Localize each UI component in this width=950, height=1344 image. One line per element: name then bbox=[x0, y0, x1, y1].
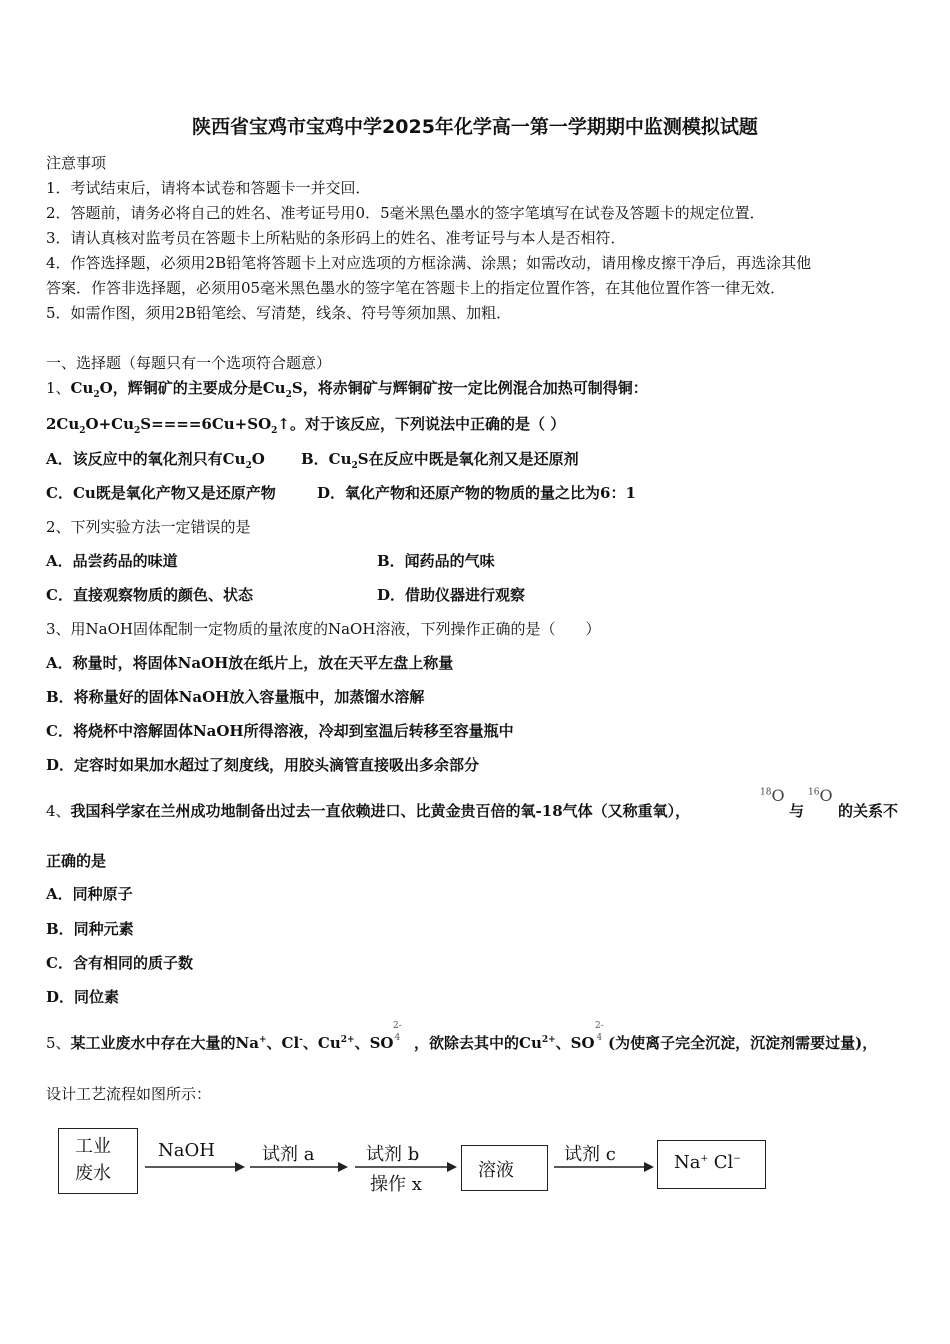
sulfate-charge: 2- 4 bbox=[595, 1021, 604, 1043]
question-3-option-a: A．称量时，将固体NaOH放在纸片上，放在天平左盘上称量 bbox=[46, 654, 454, 672]
flow-label-naoh: NaOH bbox=[158, 1140, 215, 1161]
notice-heading: 注意事项 bbox=[46, 154, 107, 172]
notice-item: 1．考试结束后，请将本试卷和答题卡一并交回． bbox=[46, 179, 371, 197]
notice-item: 2．答题前，请务必将自己的姓名、准考证号用0．5毫米黑色墨水的签字笔填写在试卷及答题卡的规定位置． bbox=[46, 204, 765, 222]
flow-arrow-1 bbox=[145, 1160, 245, 1174]
question-1-equation: $2Cu_2O+Cu_2S====6Cu+SO_2↑$。对于该反应，下列说法中正确的是（ ） bbox=[46, 415, 566, 436]
question-2-option-d: D．借助仪器进行观察 bbox=[377, 586, 526, 604]
question-5-stem-mid: ，欲除去其中的$Cu^{2+}$、SO bbox=[414, 1034, 595, 1052]
flow-label-reagent-a: 试剂 a bbox=[262, 1144, 315, 1165]
notice-item: 3．请认真核对监考员在答题卡上所粘贴的条形码上的姓名、准考证号与本人是否相符． bbox=[46, 229, 626, 247]
question-number: 1、 bbox=[46, 379, 71, 397]
question-number: 5、 bbox=[46, 1034, 71, 1052]
question-2-option-a: A．品尝药品的味道 bbox=[46, 552, 178, 570]
notice-item: 答案．作答非选择题，必须用05毫米黑色墨水的签字笔在答题卡上的指定位置作答，在其他位置作答一律无效． bbox=[46, 279, 786, 297]
flow-box-product: Na+ Cl− bbox=[657, 1140, 766, 1189]
question-5-stem: 5、某工业废水中存在大量的Na+、Cl-、$Cu^{2+}$、SO bbox=[46, 1034, 394, 1052]
question-1-option-b: B．$Cu_2S$在反应中既是氧化剂又是还原剂 bbox=[301, 450, 579, 471]
question-4-option-b: B．同种元素 bbox=[46, 920, 134, 938]
isotope-o18: $^{18}$O bbox=[760, 786, 785, 805]
question-5-stem-line2: 设计工艺流程如图所示： bbox=[46, 1085, 212, 1103]
notice-item: 5．如需作图，须用2B铅笔绘、写清楚，线条、符号等须加黑、加粗． bbox=[46, 304, 512, 322]
flow-arrow-4 bbox=[554, 1160, 654, 1174]
question-3-option-b: B．将称量好的固体NaOH放入容量瓶中，加蒸馏水溶解 bbox=[46, 688, 425, 706]
question-3-option-d: D．定容时如果加水超过了刻度线，用胶头滴管直接吸出多余部分 bbox=[46, 756, 480, 774]
question-4-connector: 与 bbox=[789, 802, 805, 820]
question-number: 4、 bbox=[46, 802, 71, 820]
question-1-option-c: C．Cu既是氧化产物又是还原产物 bbox=[46, 484, 276, 502]
question-4-stem-end: 的关系不 bbox=[838, 802, 899, 820]
notice-item: 4．作答选择题，必须用2B铅笔将答题卡上对应选项的方框涂满、涂黑；如需改动，请用橡皮擦干净后，再选涂其他 bbox=[46, 254, 812, 272]
sulfate-charge: 2- 4 bbox=[393, 1021, 402, 1043]
question-4-option-c: C．含有相同的质子数 bbox=[46, 954, 193, 972]
question-2-option-b: B．闻药品的气味 bbox=[377, 552, 495, 570]
question-4-option-d: D．同位素 bbox=[46, 988, 120, 1006]
question-2-option-c: C．直接观察物质的颜色、状态 bbox=[46, 586, 253, 604]
question-2-stem: 2、下列实验方法一定错误的是 bbox=[46, 518, 251, 536]
isotope-o16: $^{16}$O bbox=[808, 786, 833, 805]
question-4-option-a: A．同种原子 bbox=[46, 885, 133, 903]
flow-label-reagent-b: 试剂 b bbox=[366, 1144, 420, 1165]
question-1-option-a: A．该反应中的氧化剂只有$Cu_2O$ bbox=[46, 450, 265, 471]
question-3-stem: 3、用NaOH固体配制一定物质的量浓度的NaOH溶液，下列操作正确的是（ ） bbox=[46, 620, 601, 638]
flow-arrow-2 bbox=[250, 1160, 348, 1174]
flow-box-solution: 溶液 bbox=[461, 1145, 548, 1191]
question-3-option-c: C．将烧杯中溶解固体NaOH所得溶液，冷却到室温后转移至容量瓶中 bbox=[46, 722, 514, 740]
question-4-stem: 4、我国科学家在兰州成功地制备出过去一直依赖进口、比黄金贵百倍的氧-18气体（又称重氧）， bbox=[46, 802, 691, 820]
page-title: 陕西省宝鸡市宝鸡中学2025年化学高一第一学期期中监测模拟试题 bbox=[192, 116, 758, 138]
flow-label-operation-x: 操作 x bbox=[370, 1174, 422, 1195]
question-4-stem-line2: 正确的是 bbox=[46, 852, 107, 870]
section-heading: 一、选择题（每题只有一个选项符合题意） bbox=[46, 354, 332, 372]
question-1-option-d: D．氧化产物和还原产物的物质的量之比为6：1 bbox=[317, 484, 636, 502]
question-5-stem-end: (为使离子完全沉淀，沉淀剂需要过量)， bbox=[608, 1034, 878, 1052]
question-1-stem: 1、$Cu_2O$，辉铜矿的主要成分是$Cu_2S$，将赤铜矿与辉铜矿按一定比例混合加热可制得铜： bbox=[46, 379, 648, 400]
flow-label-reagent-c: 试剂 c bbox=[564, 1144, 616, 1165]
flow-box-wastewater: 工业 废水 bbox=[58, 1128, 138, 1194]
